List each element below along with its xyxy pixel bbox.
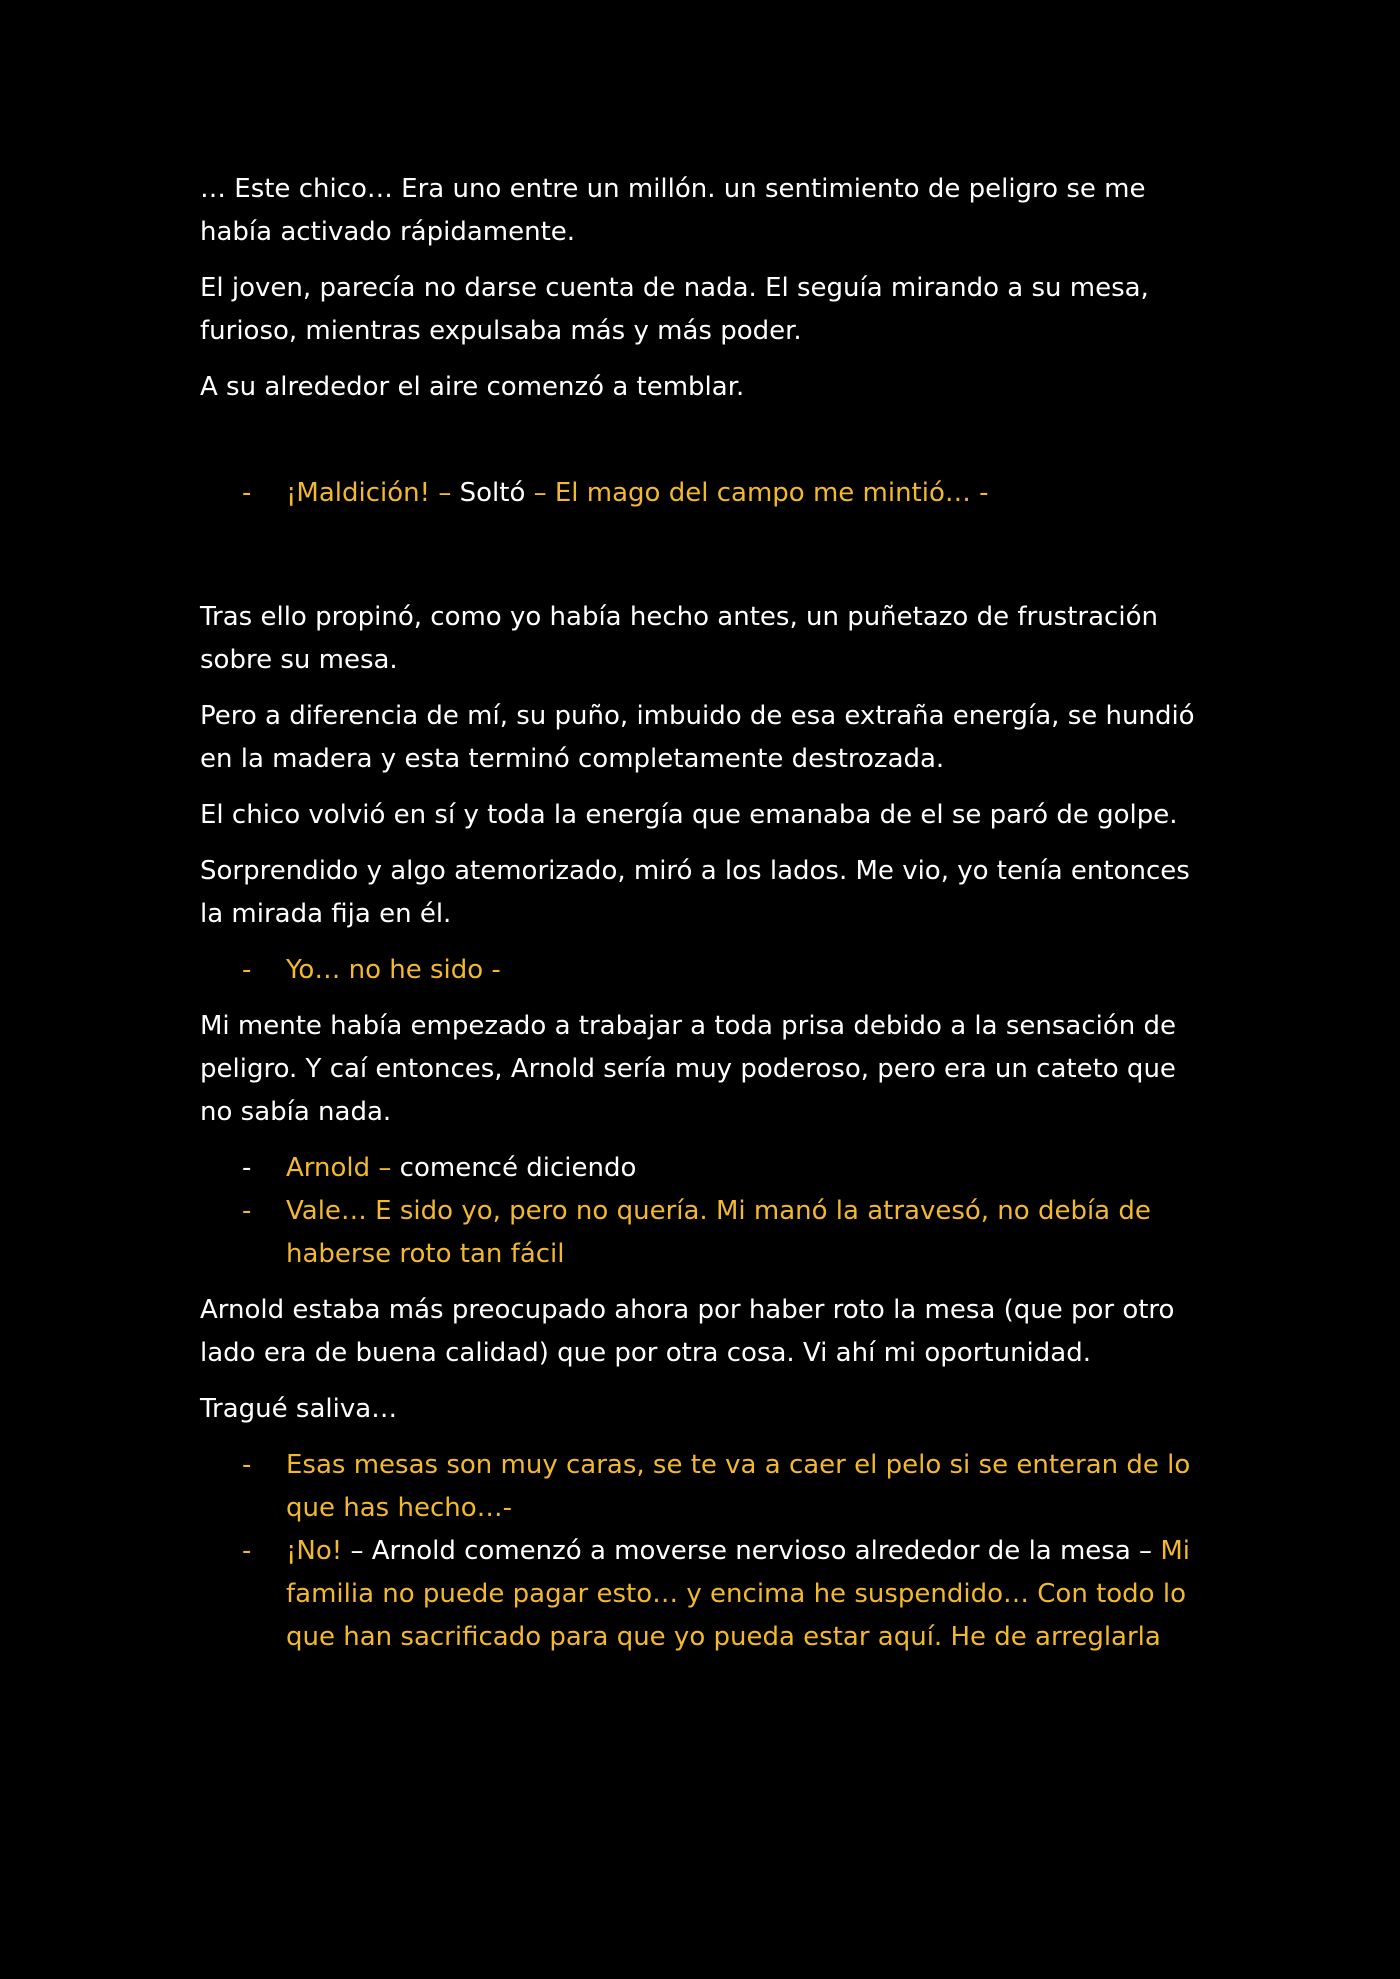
dialogue-speech: Yo… no he sido -	[286, 955, 501, 985]
dialogue-line	[200, 1190, 1200, 1276]
narration-paragraph: A su alrededor el aire comenzó a temblar.	[200, 372, 745, 402]
dialogue-list	[200, 1147, 1200, 1276]
dialogue-speech: Mi familia no puede pagar esto… y encima he suspendido… Con todo lo que han sacrificado para que yo pueda estar aquí. He de arreglarla	[286, 1536, 1190, 1652]
dialogue-line	[200, 1444, 1200, 1530]
dialogue-line	[200, 1530, 1200, 1659]
dialogue-speech: Vale… E sido yo, pero no quería. Mi manó la atravesó, no debía de haberse roto tan fácil	[286, 1196, 1151, 1269]
dialogue-speech: Arnold –	[286, 1153, 392, 1183]
dialogue-dash: -	[242, 478, 252, 508]
dialogue-dash: -	[242, 1153, 252, 1183]
narration-paragraph: Sorprendido y algo atemorizado, miró a los lados. Me vio, yo tenía entonces la mirada fija en él.	[200, 856, 1190, 929]
narration-paragraph: Mi mente había empezado a trabajar a toda prisa debido a la sensación de peligro. Y caí entonces, Arnold sería muy poderoso, pero era un cateto que no sabía nada.	[200, 1011, 1177, 1127]
dialogue-dash: -	[242, 955, 252, 985]
dialogue-line	[200, 472, 1200, 515]
narration-paragraph: Tras ello propinó, como yo había hecho antes, un puñetazo de frustración sobre su mesa.	[200, 602, 1158, 675]
narration-paragraph: … Este chico… Era uno entre un millón. un sentimiento de peligro se me había activado rápidamente.	[200, 174, 1146, 247]
narration-paragraph: El chico volvió en sí y toda la energía que emanaba de el se paró de golpe.	[200, 800, 1178, 830]
dialogue-speech: ¡No!	[286, 1536, 343, 1566]
dialogue-tag: Soltó	[451, 478, 534, 508]
dialogue-tag: – Arnold comenzó a moverse nervioso alrededor de la mesa –	[342, 1536, 1161, 1566]
dialogue-dash: -	[242, 1196, 252, 1226]
dialogue-speech: – El mago del campo me mintió… -	[533, 478, 989, 508]
dialogue-speech: ¡Maldición! –	[286, 478, 452, 508]
narration-paragraph: Tragué saliva…	[200, 1394, 398, 1424]
dialogue-list	[200, 1444, 1200, 1659]
narration-paragraph: Arnold estaba más preocupado ahora por haber roto la mesa (que por otro lado era de buena calidad) que por otra cosa. Vi ahí mi oportunidad.	[200, 1295, 1175, 1368]
narration-paragraph: Pero a diferencia de mí, su puño, imbuido de esa extraña energía, se hundió en la madera y esta terminó completamente destrozada.	[200, 701, 1195, 774]
dialogue-line	[200, 949, 1200, 992]
dialogue-dash: -	[242, 1536, 252, 1566]
dialogue-list	[200, 949, 1200, 992]
dialogue-speech: Esas mesas son muy caras, se te va a caer el pelo si se enteran de lo que has hecho…-	[286, 1450, 1191, 1523]
narration-paragraph: El joven, parecía no darse cuenta de nada. El seguía mirando a su mesa, furioso, mientras expulsaba más y más poder.	[200, 273, 1149, 346]
dialogue-line	[200, 1147, 1200, 1190]
document-body	[200, 168, 1200, 1672]
dialogue-dash: -	[242, 1450, 252, 1480]
dialogue-list	[200, 472, 1200, 515]
dialogue-tag: comencé diciendo	[391, 1153, 637, 1183]
